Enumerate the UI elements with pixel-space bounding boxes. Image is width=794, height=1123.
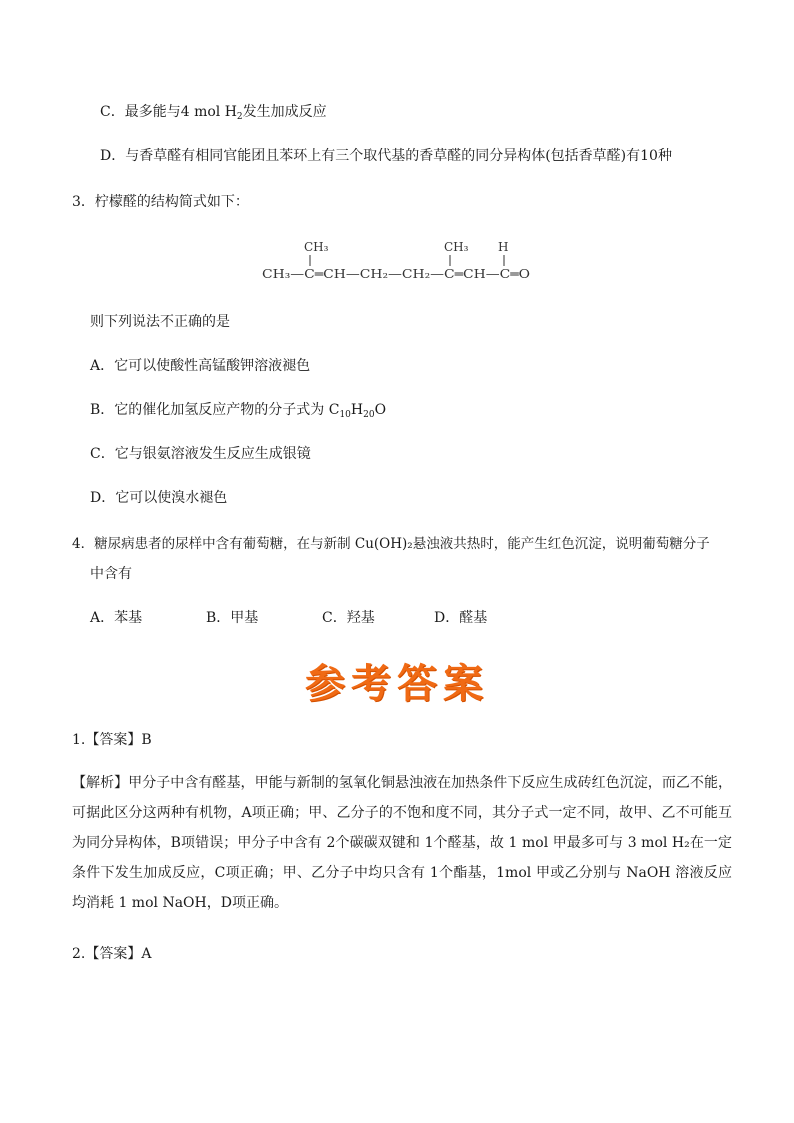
citral-structure-diagram — [258, 236, 538, 286]
q4-stem-line1: 4．糖尿病患者的尿样中含有葡萄糖，在与新制 Cu(OH)₂悬浊液共热时，能产生红色沉淀，说明葡萄糖分子 — [72, 536, 710, 552]
q3-stem: 3．柠檬醛的结构简式如下： — [72, 194, 249, 210]
q4-option-c: C．羟基 — [322, 610, 375, 626]
q3-option-d: D．它可以使溴水褪色 — [90, 490, 228, 506]
q2-option-c: C．最多能与4 mol $H_2$发生加成反应 — [100, 104, 327, 122]
answer-2: 2.【答案】A — [72, 946, 152, 962]
answer-1: 1.【答案】B — [72, 732, 152, 748]
q4-options — [90, 608, 510, 628]
structure-main-chain: CH₃—C═CH—CH₂—CH₂—C═CH—C═O — [262, 267, 531, 281]
structure-hydrogen: H — [498, 240, 509, 254]
structure-methyl-right: CH₃ — [444, 240, 469, 254]
q4-option-d: D．醛基 — [434, 610, 488, 626]
q4-stem-line2: 中含有 — [90, 566, 132, 582]
q2-option-d: D．与香草醛有相同官能团且苯环上有三个取代基的香草醛的同分异构体(包括香草醛)有10种 — [100, 148, 672, 164]
analysis-1: 【解析】甲分子中含有醛基，甲能与新制的氢氧化铜悬浊液在加热条件下反应生成砖红色沉淀，而乙不能，可据此区分这两种有机物，A项正确；甲、乙分子的不饱和度不同，其分子式一定不同，故甲、乙不可能互为同分异构体，B项错误；甲分子中含有 2个碳碳双键和 1个醛基，故 1 mol 甲最多可与 3 mol H₂在一定条件下发生加成反应，C项正确；甲、乙分子中均只含有 1个酯基，1mol 甲或乙分别与 NaOH 溶液反应均消耗 1 mol NaOH，D项正确。 — [72, 775, 732, 911]
q4-option-b: B．甲基 — [206, 610, 259, 626]
q3-option-a: A．它可以使酸性高锰酸钾溶液褪色 — [90, 358, 311, 374]
q4-option-a: A．苯基 — [90, 610, 143, 626]
q3-option-b: B．它的催化加氢反应产物的分子式为 $C_{10}H_{20}O$ — [90, 402, 387, 420]
q3-prompt: 则下列说法不正确的是 — [90, 314, 230, 330]
q3-option-c: C．它与银氨溶液发生反应生成银镜 — [90, 446, 311, 462]
answer-key-banner: 参考答案 — [305, 660, 489, 707]
structure-methyl-left: CH₃ — [304, 240, 329, 254]
